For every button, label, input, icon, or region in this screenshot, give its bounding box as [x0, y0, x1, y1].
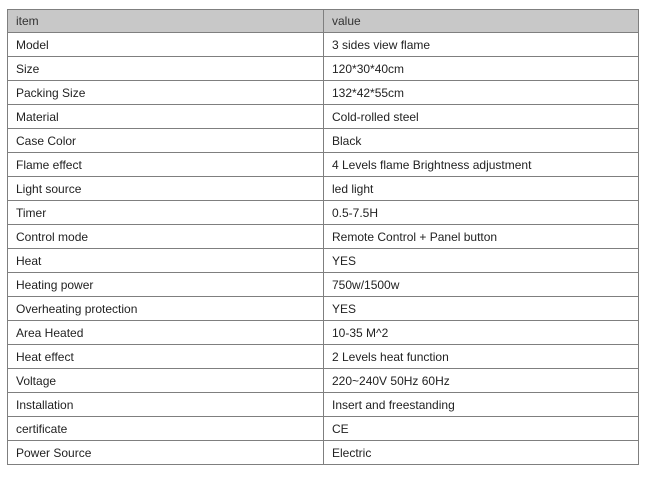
row-item: certificate — [8, 417, 324, 441]
row-value: Insert and freestanding — [324, 393, 639, 417]
row-value: 10-35 M^2 — [324, 321, 639, 345]
table-row — [8, 201, 639, 225]
table-row — [8, 345, 639, 369]
table-row — [8, 321, 639, 345]
row-item: Heat — [8, 249, 324, 273]
row-value: YES — [324, 249, 639, 273]
table-row — [8, 369, 639, 393]
row-value: 4 Levels flame Brightness adjustment — [324, 153, 639, 177]
row-value: Remote Control + Panel button — [324, 225, 639, 249]
header-row — [8, 10, 639, 33]
row-item: Voltage — [8, 369, 324, 393]
row-value: 120*30*40cm — [324, 57, 639, 81]
spec-table — [7, 9, 639, 465]
row-item: Material — [8, 105, 324, 129]
table-row — [8, 33, 639, 57]
table-row — [8, 153, 639, 177]
table-row — [8, 417, 639, 441]
header-item: item — [8, 10, 324, 33]
row-item: Packing Size — [8, 81, 324, 105]
row-item: Overheating protection — [8, 297, 324, 321]
row-item: Area Heated — [8, 321, 324, 345]
header-value: value — [324, 10, 639, 33]
table-row — [8, 57, 639, 81]
row-value: 220~240V 50Hz 60Hz — [324, 369, 639, 393]
table-row — [8, 249, 639, 273]
row-value: 2 Levels heat function — [324, 345, 639, 369]
row-value: led light — [324, 177, 639, 201]
table-row — [8, 297, 639, 321]
row-item: Flame effect — [8, 153, 324, 177]
row-item: Timer — [8, 201, 324, 225]
table-row — [8, 129, 639, 153]
row-value: Electric — [324, 441, 639, 465]
table-row — [8, 393, 639, 417]
row-value: Cold-rolled steel — [324, 105, 639, 129]
table-row — [8, 81, 639, 105]
table-row — [8, 225, 639, 249]
table-row — [8, 177, 639, 201]
row-item: Model — [8, 33, 324, 57]
row-item: Control mode — [8, 225, 324, 249]
row-item: Heating power — [8, 273, 324, 297]
row-value: 132*42*55cm — [324, 81, 639, 105]
row-item: Power Source — [8, 441, 324, 465]
row-value: YES — [324, 297, 639, 321]
row-value: CE — [324, 417, 639, 441]
table-row — [8, 441, 639, 465]
row-value: 3 sides view flame — [324, 33, 639, 57]
table-row — [8, 105, 639, 129]
table-row — [8, 273, 639, 297]
row-item: Installation — [8, 393, 324, 417]
row-item: Heat effect — [8, 345, 324, 369]
row-value: Black — [324, 129, 639, 153]
row-value: 750w/1500w — [324, 273, 639, 297]
row-item: Size — [8, 57, 324, 81]
row-item: Case Color — [8, 129, 324, 153]
row-item: Light source — [8, 177, 324, 201]
table-body — [8, 33, 639, 465]
table-header — [8, 10, 639, 33]
row-value: 0.5-7.5H — [324, 201, 639, 225]
